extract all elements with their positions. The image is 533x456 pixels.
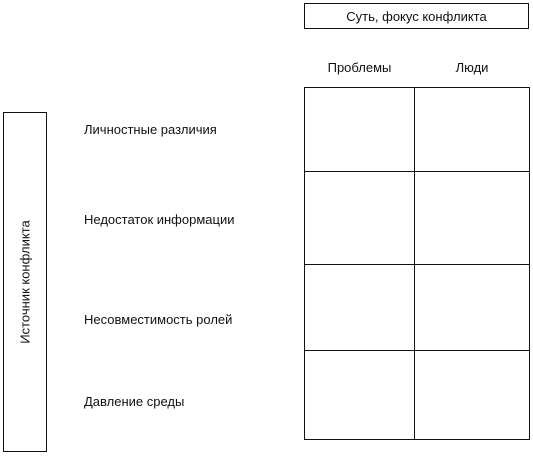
grid-row-divider xyxy=(305,264,529,265)
conflict-matrix-grid xyxy=(304,87,530,440)
grid-row-divider xyxy=(305,350,529,351)
row-label-lack-of-information: Недостаток информации xyxy=(84,212,235,227)
column-header-problems: Проблемы xyxy=(327,60,392,75)
row-label-personal-differences: Личностные различия xyxy=(84,122,217,137)
grid-row-divider xyxy=(305,171,529,172)
conflict-source-label: Источник конфликта xyxy=(17,220,33,344)
conflict-focus-label: Суть, фокус конфликта xyxy=(346,8,487,24)
column-header-people: Люди xyxy=(455,60,489,75)
conflict-focus-header xyxy=(304,3,529,29)
row-label-role-incompatibility: Несовместимость ролей xyxy=(84,312,233,327)
row-label-environment-pressure: Давление среды xyxy=(84,394,185,409)
conflict-source-box xyxy=(3,112,47,452)
